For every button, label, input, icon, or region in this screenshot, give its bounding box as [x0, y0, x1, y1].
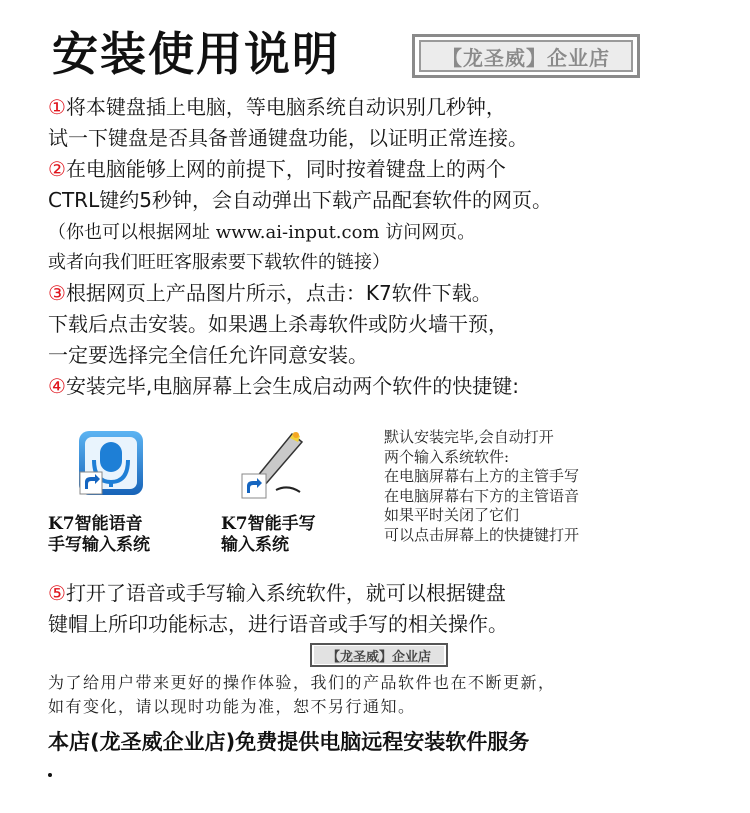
- install-note-line: 如果平时关闭了它们: [384, 506, 520, 524]
- microphone-shortcut-icon[interactable]: [76, 428, 146, 498]
- step-5-text: 打开了语音或手写输入系统软件，就可以根据键盘: [65, 581, 506, 605]
- step-5-line-2: 键帽上所印功能标志，进行语音或手写的相关操作。: [48, 612, 508, 636]
- step-1-line-2: 试一下键盘是否具备普通键盘功能，以证明正常连接。: [48, 126, 528, 150]
- step-3-number: ③: [48, 281, 66, 305]
- install-note-line: 可以点击屏幕上的快捷键打开: [384, 525, 580, 544]
- step-2-note-line-2: 或者向我们旺旺客服索要下载软件的链接）: [48, 252, 390, 273]
- install-note-line: 默认安装完毕,会自动打开: [384, 428, 554, 446]
- step-4-number: ④: [48, 374, 66, 398]
- step-2-number: ②: [48, 157, 66, 181]
- step-2-line-2: CTRL键约5秒钟，会自动弹出下载产品配套软件的网页。: [48, 188, 552, 212]
- trailing-dot: [48, 773, 52, 777]
- shop-stamp-text: 【龙圣威】企业店: [419, 40, 633, 72]
- step-3-line-1: [48, 278, 492, 308]
- page-title: 安装使用说明: [52, 27, 340, 81]
- shop-stamp-small-text: 【龙圣威】企业店: [314, 646, 444, 664]
- step-2-text: 在电脑能够上网的前提下，同时按着键盘上的两个: [65, 157, 506, 181]
- step-4-text: 安装完毕,电脑屏幕上会生成启动两个软件的快捷键:: [65, 374, 520, 398]
- update-notice-line-2: 如有变化，请以现时功能为准，恕不另行通知。: [48, 697, 416, 716]
- step-3-text: 根据网页上产品图片所示，点击：K7软件下载。: [65, 281, 492, 305]
- step-3-line-3: 一定要选择完全信任允许同意安装。: [48, 343, 368, 367]
- install-note-line: 两个输入系统软件:: [384, 447, 510, 466]
- step-2-note-line-1: （你也可以根据网址 www.ai-input.com 访问网页。: [48, 222, 476, 243]
- shop-stamp-small: [310, 643, 448, 667]
- update-notice-line-1: 为了给用户带来更好的操作体验，我们的产品软件也在不断更新，: [48, 673, 556, 692]
- install-note: [384, 428, 579, 545]
- pen-shortcut-icon[interactable]: [240, 430, 306, 500]
- step-1-line-1: [48, 92, 506, 122]
- shop-stamp: [412, 34, 640, 78]
- handwriting-label-line-2: 输入系统: [221, 535, 289, 555]
- voice-input-label-line-2: 手写输入系统: [48, 535, 150, 555]
- step-3-line-2: 下载后点击安装。如果遇上杀毒软件或防火墙干预，: [48, 312, 508, 336]
- step-5-number: ⑤: [48, 581, 66, 605]
- remote-install-service: 本店(龙圣威企业店)免费提供电脑远程安装软件服务: [48, 730, 530, 754]
- install-note-line: 在电脑屏幕右下方的主管语音: [384, 486, 580, 505]
- install-note-line: 在电脑屏幕右上方的主管手写: [384, 467, 580, 485]
- step-1-number: ①: [48, 95, 66, 119]
- step-2-line-1: [48, 154, 506, 184]
- step-5-line-1: [48, 578, 506, 608]
- step-4-line-1: [48, 371, 519, 401]
- voice-input-label-line-1: K7智能语音: [48, 514, 143, 534]
- handwriting-label-line-1: K7智能手写: [221, 514, 316, 534]
- step-1-text: 将本键盘插上电脑，等电脑系统自动识别几秒钟，: [65, 95, 506, 119]
